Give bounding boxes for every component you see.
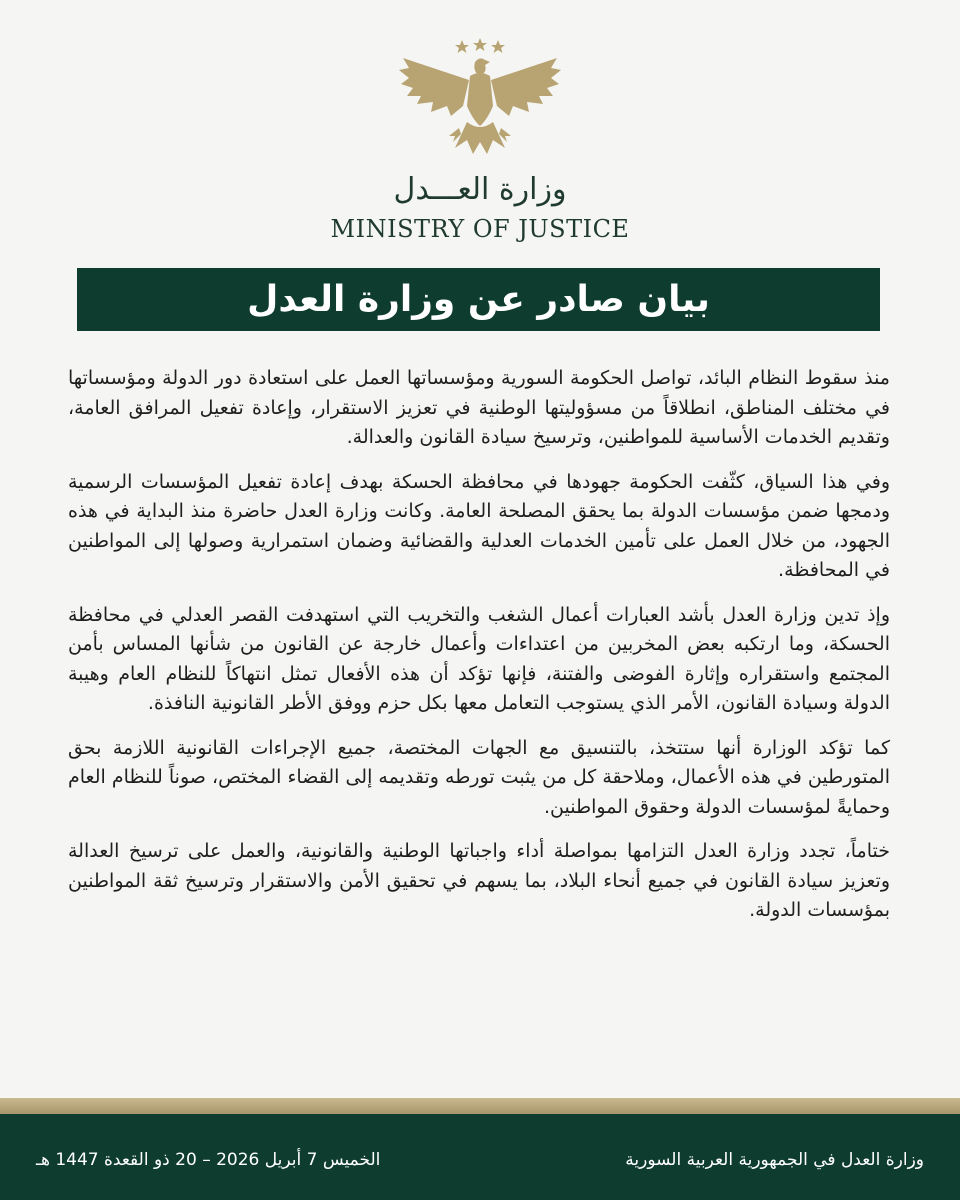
body-paragraph-2: وفي هذا السياق، كثّفت الحكومة جهودها في محافظة الحسكة بهدف إعادة تفعيل المؤسسات الرسمية ودمجها ضمن مؤسسات الدولة بما يحقق المصلحة العامة. وكانت وزارة العدل حاضرة منذ البداية في هذه الجهود، من خلال العمل على تأمين الخدمات العدلية والقضائية وضمان استمرارية وصولها إلى المواطنين في المحافظة.	[68, 470, 890, 581]
footer-gold-divider	[0, 1098, 960, 1114]
footer-date: الخميس 7 أبريل 2026 – 20 ذو القعدة 1447 هـ	[36, 1150, 381, 1170]
body-paragraph-5: ختاماً، تجدد وزارة العدل التزامها بمواصلة أداء واجباتها الوطنية والقانونية، والعمل على ترسيخ العدالة وتعزيز سيادة القانون في جميع أنحاء البلاد، بما يسهم في تحقيق الأمن والاستقرار وترسيخ ثقة المواطنين بمؤسسات الدولة.	[68, 840, 890, 921]
ministry-name-english: MINISTRY OF JUSTICE	[330, 215, 630, 243]
statement-body	[68, 364, 890, 941]
body-paragraph-4: كما تؤكد الوزارة أنها ستتخذ، بالتنسيق مع الجهات المختصة، جميع الإجراءات القانونية اللازمة بحق المتورطين في هذه الأعمال، وملاحقة كل من يثبت تورطه وتقديمه إلى القضاء المختص، صوناً للنظام العام وحمايةً لمؤسسات الدولة وحقوق المواطنين.	[68, 736, 890, 818]
ministry-name-arabic: وزارة العـــدل	[393, 172, 567, 207]
ministry-logo	[0, 36, 960, 244]
statement-title-bar	[77, 268, 880, 331]
footer-ministry: وزارة العدل في الجمهورية العربية السورية	[625, 1150, 924, 1170]
eagle-emblem-icon	[395, 36, 565, 166]
statement-title: بيان صادر عن وزارة العدل	[247, 279, 710, 320]
footer-bar	[0, 1114, 960, 1200]
body-paragraph-3: وإذ تدين وزارة العدل بأشد العبارات أعمال الشغب والتخريب التي استهدفت القصر العدلي في محافظة الحسكة، وما ارتكبه بعض المخربين من اعتداءات وأعمال خارجة عن القانون من شأنها المساس بأمن المجتمع واستقراره وإثارة الفوضى والفتنة، فإنها تؤكد أن هذه الأفعال تمثل انتهاكاً للنظام العام وهيبة الدولة وسيادة القانون، الأمر الذي يستوجب التعامل معها بكل حزم ووفق الأطر القانونية النافذة.	[68, 603, 890, 714]
body-paragraph-1: منذ سقوط النظام البائد، تواصل الحكومة السورية ومؤسساتها العمل على استعادة دور الدولة ومؤسساتها في مختلف المناطق، انطلاقاً من مسؤوليتها الوطنية في تعزيز الاستقرار، وإعادة تفعيل المرافق العامة، وتقديم الخدمات الأساسية للمواطنين، وترسيخ سيادة القانون والعدالة.	[68, 367, 890, 448]
